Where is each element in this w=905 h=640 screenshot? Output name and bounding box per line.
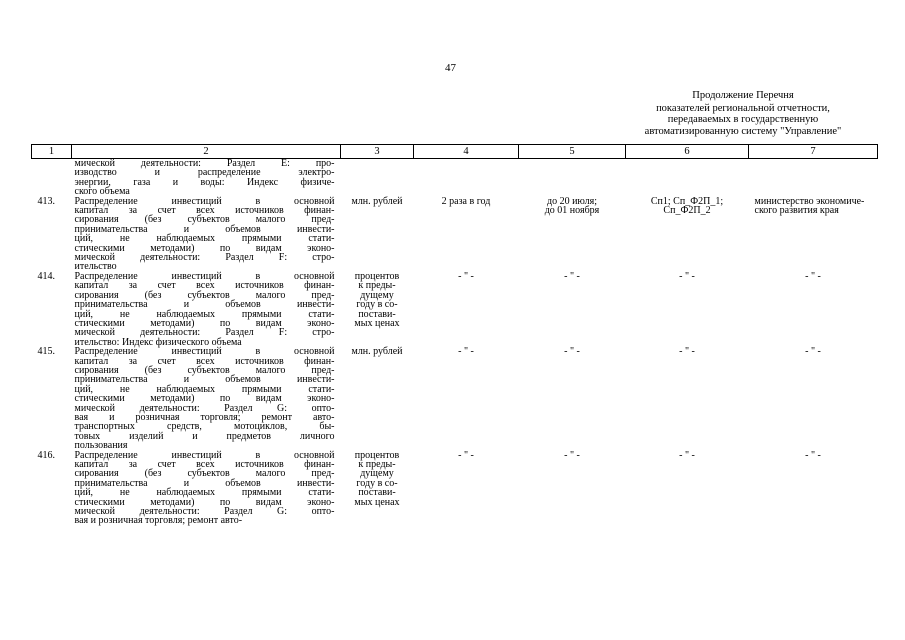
indicator-description (72, 159, 341, 197)
text-line: ского объема (74, 186, 130, 198)
text-line: энергии, газа и воды: Индекс физиче- (74, 176, 335, 188)
report-forms (626, 197, 749, 272)
text-line: - " - (564, 449, 580, 461)
table-row (32, 347, 878, 450)
column-header: 3 (341, 145, 414, 159)
text-line: Распределение инвестиций в основной (74, 195, 335, 207)
text-line: - " - (679, 346, 695, 358)
indicator-description (72, 197, 341, 272)
continuation-line: показателей региональной отчетности, (656, 102, 830, 114)
page-number: 47 (445, 62, 456, 74)
column-header: 2 (72, 145, 341, 159)
periodicity: - " - (458, 449, 474, 461)
table-row (32, 272, 878, 347)
responsible-authority (749, 451, 878, 526)
text-line: мической деятельности: Раздел F: стро- (74, 252, 335, 264)
text-line: ительство (74, 261, 117, 273)
text-line: пользования (74, 440, 128, 452)
report-forms (626, 272, 749, 347)
text-line: мической деятельности: Раздел G: опто- (74, 402, 335, 414)
text-line: вая и розничная торговля; ремонт авто- (74, 411, 335, 423)
indicator-description (72, 272, 341, 347)
column-header: 7 (749, 145, 878, 159)
text-line: капитал за счет всех источников финан- (74, 355, 335, 367)
deadline (519, 347, 626, 450)
periodicity: - " - (458, 346, 474, 358)
text-line: Распределение инвестиций в основной (74, 270, 335, 282)
text-line: капитал за счет всех источников финан- (74, 459, 335, 470)
row-number: 415. (37, 346, 55, 358)
unit-of-measure (341, 347, 414, 450)
report-forms (626, 451, 749, 526)
text-line: товых изделий и предметов личного (74, 430, 335, 442)
text-line: к преды- (358, 459, 396, 470)
text-line: принимательства и объемов инвести- (74, 223, 335, 235)
text-line: процентов (354, 270, 400, 282)
text-line: Сп_Ф2П_2 (663, 205, 711, 217)
text-line: - " - (805, 270, 821, 282)
text-line: до 20 июля; (546, 195, 598, 207)
continuation-line: передаваемых в государственную (667, 114, 819, 125)
column-header: 1 (32, 145, 72, 159)
indicators-table (31, 144, 878, 526)
text-line: Сп1; Сп_Ф2П_1; (650, 195, 724, 207)
text-line: сирования (без субъектов малого пред- (74, 214, 335, 226)
periodicity: 2 раза в год (441, 195, 491, 207)
text-line: капитал за счет всех источников финан- (74, 205, 335, 217)
text-line: млн. рублей (351, 195, 403, 207)
indicator-description (72, 347, 341, 450)
unit-of-measure (341, 272, 414, 347)
text-line: Распределение инвестиций в основной (74, 449, 335, 461)
text-line: - " - (564, 346, 580, 358)
text-line: до 01 ноября (544, 205, 600, 217)
continued-row (32, 159, 878, 197)
deadline (519, 451, 626, 526)
column-header: 5 (519, 145, 626, 159)
continuation-line: автоматизированную систему "Управление" (644, 125, 842, 137)
text-line: ций, не наблюдаемых прямыми стати- (74, 487, 335, 499)
text-line: году в со- (356, 299, 398, 311)
text-line: мической деятельности: Раздел G: опто- (74, 506, 335, 518)
text-line: транспортных средств, мотоциклов, бы- (74, 421, 335, 433)
unit-of-measure (341, 197, 414, 272)
text-line: сирования (без субъектов малого пред- (74, 289, 335, 301)
text-line: вая и розничная торговля; ремонт авто- (74, 515, 243, 527)
text-line: капитал за счет всех источников финан- (74, 280, 335, 292)
text-line: к преды- (358, 280, 396, 292)
report-forms (626, 347, 749, 450)
indicator-description (72, 451, 341, 526)
text-line: - " - (564, 270, 580, 282)
text-line: принимательства и объемов инвести- (74, 374, 335, 386)
deadline (519, 272, 626, 347)
text-line: изводство и распределение электро- (74, 167, 335, 179)
text-line: постави- (358, 487, 396, 499)
periodicity: - " - (458, 270, 474, 282)
text-line: постави- (358, 308, 396, 320)
column-header: 6 (626, 145, 749, 159)
responsible-authority (749, 197, 878, 272)
text-line: мых ценах (354, 317, 400, 329)
text-line: дущему (360, 289, 394, 301)
table-row (32, 451, 878, 526)
text-line: ций, не наблюдаемых прямыми стати- (74, 233, 335, 245)
text-line: - " - (679, 449, 695, 461)
text-line: дущему (360, 468, 394, 480)
text-line: ского развития края (754, 205, 839, 217)
text-line: мической деятельности: Раздел F: стро- (74, 327, 335, 339)
text-line: министерство экономиче- (754, 195, 865, 207)
text-line: - " - (805, 449, 821, 461)
responsible-authority (749, 272, 878, 347)
text-line: сирования (без субъектов малого пред- (74, 364, 335, 376)
responsible-authority (749, 347, 878, 450)
text-line: принимательства и объемов инвести- (74, 299, 335, 311)
text-line: процентов (354, 449, 400, 461)
text-line: ций, не наблюдаемых прямыми стати- (74, 383, 335, 395)
text-line: стическими методами) по видам эконо- (74, 496, 335, 508)
text-line: принимательства и объемов инвести- (74, 477, 335, 489)
text-line: ций, не наблюдаемых прямыми стати- (74, 308, 335, 320)
text-line: мической деятельности: Раздел E: про- (74, 158, 335, 169)
text-line: стическими методами) по видам эконо- (74, 393, 335, 405)
text-line: стическими методами) по видам эконо- (74, 242, 335, 254)
column-header: 4 (414, 145, 519, 159)
text-line: Распределение инвестиций в основной (74, 346, 335, 358)
text-line: млн. рублей (351, 346, 403, 358)
text-line: - " - (679, 270, 695, 282)
row-number: 416. (37, 449, 55, 461)
continuation-title: Продолжение Перечня (692, 90, 794, 101)
text-line: ительство: Индекс физического объема (74, 336, 242, 348)
text-line: - " - (805, 346, 821, 358)
continuation-heading (612, 90, 874, 137)
column-number-row (32, 145, 878, 159)
deadline (519, 197, 626, 272)
text-line: стическими методами) по видам эконо- (74, 317, 335, 329)
text-line: мых ценах (354, 496, 400, 508)
table-row (32, 197, 878, 272)
row-number: 413. (37, 195, 55, 207)
text-line: сирования (без субъектов малого пред- (74, 468, 335, 480)
row-number: 414. (37, 270, 55, 282)
text-line: году в со- (356, 477, 398, 489)
unit-of-measure (341, 451, 414, 526)
